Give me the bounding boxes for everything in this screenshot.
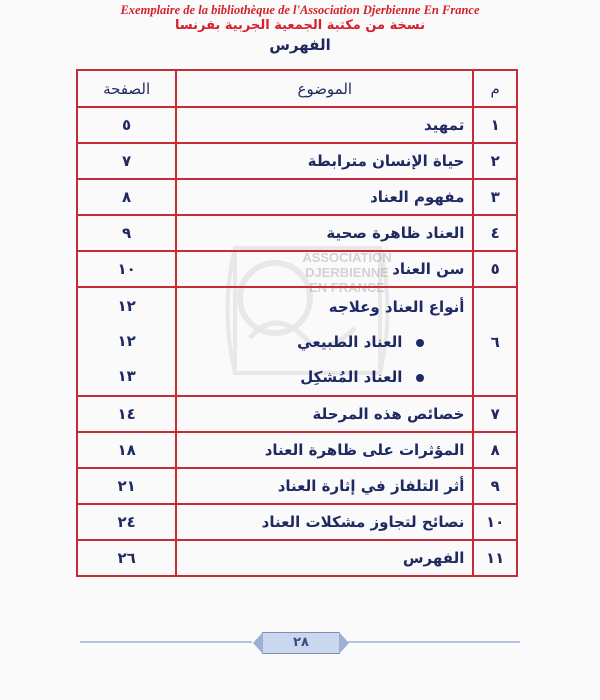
table-row-with-subsections xyxy=(77,287,517,396)
row-number: ٧ xyxy=(473,396,517,432)
library-banner-arabic: نسخة من مكتبة الجمعية الجربية بفرنسا xyxy=(175,18,425,33)
library-banner: Exemplaire de la bibliothèque de l'Association Djerbienne En France xyxy=(120,3,480,17)
row-page: ٢٤ xyxy=(77,504,176,540)
footer-rule-right xyxy=(348,641,520,643)
row-page: ٩ xyxy=(77,215,176,251)
row-topic: نصائح لتجاوز مشكلات العناد xyxy=(176,504,473,540)
sub-item-page: ١٢ xyxy=(117,332,136,350)
row-number: ١١ xyxy=(473,540,517,576)
row-topic: الفهرس xyxy=(176,540,473,576)
sub-item xyxy=(177,360,464,395)
column-header-topic: الموضوع xyxy=(176,70,473,107)
column-header-number: م xyxy=(473,70,517,107)
row-number: ١ xyxy=(473,107,517,143)
page-title: الفهرس xyxy=(269,36,331,54)
table-row xyxy=(77,251,517,287)
row-page: ٢٦ xyxy=(77,540,176,576)
table-row xyxy=(77,215,517,251)
row-number: ٨ xyxy=(473,432,517,468)
row-topic: حياة الإنسان مترابطة xyxy=(176,143,473,179)
watermark-line: DJERBIENNE xyxy=(305,265,389,280)
row-page: ٧ xyxy=(77,143,176,179)
row-number: ٣ xyxy=(473,179,517,215)
sub-item-topic: العناد المُشكِل xyxy=(300,368,403,386)
row-topic: مفهوم العناد xyxy=(176,179,473,215)
row-number: ٩ xyxy=(473,468,517,504)
table-header-row xyxy=(77,70,517,107)
row-page: ٨ xyxy=(77,179,176,215)
table-row xyxy=(77,504,517,540)
row-number: ٢ xyxy=(473,143,517,179)
table-row xyxy=(77,432,517,468)
row-page: ٥ xyxy=(77,107,176,143)
row-page-group xyxy=(77,287,176,396)
row-page: ١٠ xyxy=(77,251,176,287)
table-of-contents xyxy=(76,69,518,577)
bullet-icon xyxy=(416,339,424,347)
row-page: ١٢ xyxy=(117,297,136,315)
watermark-line: EN FRANCE xyxy=(309,280,385,295)
row-number: ٦ xyxy=(473,287,517,396)
row-topic: خصائص هذه المرحلة xyxy=(176,396,473,432)
sub-item xyxy=(177,325,464,360)
sub-item-page: ١٣ xyxy=(117,367,136,385)
row-number: ١٠ xyxy=(473,504,517,540)
table-row xyxy=(77,396,517,432)
bullet-icon xyxy=(416,374,424,382)
row-topic: المؤثرات على ظاهرة العناد xyxy=(176,432,473,468)
table-row xyxy=(77,107,517,143)
row-page: ٢١ xyxy=(77,468,176,504)
row-topic: العناد ظاهرة صحية xyxy=(176,215,473,251)
row-number: ٥ xyxy=(473,251,517,287)
row-topic: تمهيد xyxy=(176,107,473,143)
sub-item-topic: العناد الطبيعي xyxy=(297,333,403,351)
column-header-page: الصفحة xyxy=(77,70,176,107)
page-number-badge: ٢٨ xyxy=(262,632,340,654)
row-topic: سن العناد xyxy=(176,251,473,287)
row-number: ٤ xyxy=(473,215,517,251)
row-page: ١٤ xyxy=(77,396,176,432)
row-topic-group xyxy=(176,287,473,396)
row-topic: أنواع العناد وعلاجه xyxy=(328,298,465,316)
table-row xyxy=(77,143,517,179)
watermark-line: ASSOCIATION xyxy=(302,250,392,265)
table-row xyxy=(77,540,517,576)
footer-rule-left xyxy=(80,641,252,643)
row-page: ١٨ xyxy=(77,432,176,468)
table-row xyxy=(77,179,517,215)
table-row xyxy=(77,468,517,504)
row-topic: أثر التلفاز في إثارة العناد xyxy=(176,468,473,504)
